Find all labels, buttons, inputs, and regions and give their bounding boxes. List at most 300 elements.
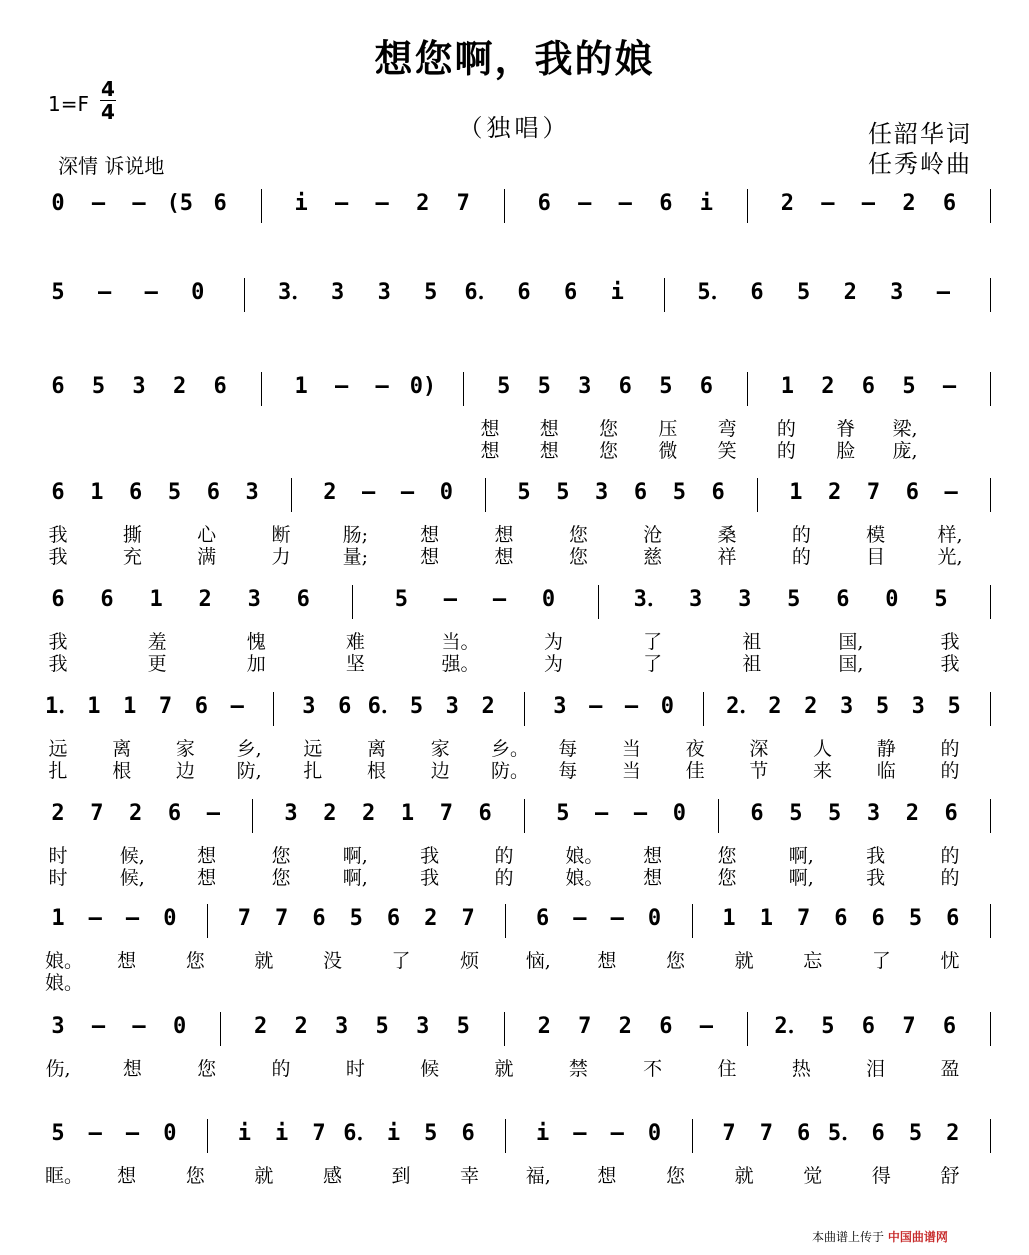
- lyric-syllable: 离: [367, 738, 387, 760]
- lyric-syllable: 伤,: [45, 1058, 71, 1080]
- lyric-syllable: 为: [544, 653, 564, 675]
- note: 6: [659, 1014, 673, 1039]
- note: 2: [780, 191, 795, 216]
- note: 0: [647, 906, 662, 931]
- note: 3: [595, 480, 609, 505]
- sustain-dash: –: [936, 280, 951, 305]
- note: 2: [253, 1014, 268, 1039]
- barline: [692, 904, 693, 938]
- lyric-syllable: 了: [643, 653, 663, 675]
- lyric-syllable: 您: [568, 546, 588, 568]
- note: 1．: [45, 694, 81, 719]
- note: 5．: [697, 280, 733, 305]
- lyric-syllable: 烦: [460, 950, 480, 972]
- subtitle: （独唱）: [458, 114, 571, 142]
- lyric-syllable: 想: [643, 845, 663, 867]
- barline: [598, 585, 599, 619]
- barline: [990, 372, 991, 406]
- lyric-syllable: 断: [271, 524, 291, 546]
- note: 6．: [343, 1121, 379, 1146]
- lyric-syllable: 想: [494, 524, 514, 546]
- note: 3．: [633, 587, 669, 612]
- note: 6: [633, 480, 648, 505]
- lyric-syllable: 难: [345, 631, 365, 653]
- lyric-syllable: 每: [558, 738, 578, 760]
- sustain-dash: –: [375, 374, 389, 399]
- note: 2: [537, 1014, 551, 1039]
- barline: [207, 1119, 208, 1153]
- lyric-syllable: 满: [197, 546, 217, 568]
- note: 2: [424, 906, 438, 931]
- lyric-syllable: 的: [494, 845, 514, 867]
- note: 3: [377, 280, 391, 305]
- sustain-dash: –: [610, 1121, 624, 1146]
- lyric-syllable: 您: [197, 1058, 217, 1080]
- note: i: [386, 1121, 401, 1146]
- note: 2: [821, 374, 835, 399]
- lyric-syllable: 想: [117, 1165, 137, 1187]
- note: 6: [942, 1014, 957, 1039]
- lyric-syllable: 想: [480, 440, 500, 462]
- lyric-syllable: 的: [940, 760, 960, 782]
- note: 6: [861, 374, 876, 399]
- barline: [747, 372, 748, 406]
- lyric-syllable: 觉: [803, 1165, 823, 1187]
- note: 0: [172, 1014, 187, 1039]
- lyric-syllable: 就: [254, 950, 274, 972]
- note: 6: [711, 480, 725, 505]
- lyric-syllable: 边: [175, 760, 195, 782]
- lyric-syllable: 您: [717, 867, 737, 889]
- note: 0: [191, 280, 205, 305]
- lyric-syllable: 啊,: [342, 867, 368, 889]
- lyric-syllable: 的: [776, 440, 796, 462]
- note: 6: [213, 374, 227, 399]
- lyric-syllable: 娘。: [565, 845, 604, 867]
- note: 7: [158, 694, 173, 719]
- note: 5: [424, 280, 438, 305]
- note: 6: [834, 906, 848, 931]
- lyric-syllable: 扎: [303, 760, 323, 782]
- lyric-syllable: 的: [940, 845, 960, 867]
- note: 3: [330, 280, 345, 305]
- note: 6: [871, 1121, 885, 1146]
- note: 2．: [726, 694, 762, 719]
- note: 5: [902, 374, 916, 399]
- lyric-syllable: 量;: [342, 546, 369, 568]
- lyric-syllable: 远: [48, 738, 68, 760]
- lyric-syllable: 当。: [441, 631, 480, 653]
- lyric-syllable: 庞,: [892, 440, 918, 462]
- lyric-syllable: 舒: [940, 1165, 960, 1187]
- sustain-dash: –: [944, 480, 958, 505]
- lyric-syllable: 我: [940, 631, 960, 653]
- lyric-syllable: 想: [539, 418, 559, 440]
- note: 6: [312, 906, 326, 931]
- note: 2: [198, 587, 212, 612]
- note: 0: [439, 480, 453, 505]
- note: 2: [172, 374, 187, 399]
- note: (5: [166, 191, 194, 216]
- lyric-syllable: 您: [666, 1165, 686, 1187]
- note: 6: [942, 191, 957, 216]
- sustain-dash: –: [91, 1014, 106, 1039]
- composer-credit: 任秀岭曲: [868, 150, 972, 178]
- note: 3: [890, 280, 904, 305]
- lyric-syllable: 的: [791, 546, 811, 568]
- note: 5: [789, 801, 803, 826]
- lyric-syllable: 我: [866, 845, 886, 867]
- barline: [244, 278, 245, 312]
- lyric-syllable: 您: [185, 950, 205, 972]
- sustain-dash: –: [699, 1014, 713, 1039]
- note: 5: [828, 801, 842, 826]
- barline: [692, 1119, 693, 1153]
- lyric-syllable: 时: [48, 845, 68, 867]
- note: 2: [51, 801, 65, 826]
- lyric-syllable: 离: [112, 738, 132, 760]
- lyric-syllable: 临: [876, 760, 896, 782]
- note: 1: [123, 694, 137, 719]
- sustain-dash: –: [132, 1014, 146, 1039]
- lyric-syllable: 想: [420, 546, 440, 568]
- lyric-syllable: 笑: [717, 440, 737, 462]
- sustain-dash: –: [88, 1121, 102, 1146]
- lyric-syllable: 候,: [119, 845, 145, 867]
- lyric-syllable: 乡,: [236, 738, 262, 760]
- barline: [504, 189, 505, 223]
- sustain-dash: –: [821, 191, 835, 216]
- lyric-syllable: 沧: [643, 524, 663, 546]
- note: i: [536, 1121, 550, 1146]
- note: 5: [875, 694, 890, 719]
- lyric-syllable: 当: [621, 760, 641, 782]
- note: 7: [722, 1121, 736, 1146]
- lyric-syllable: 了: [643, 631, 663, 653]
- lyric-syllable: 压: [658, 418, 678, 440]
- note: 7: [461, 906, 475, 931]
- note: 2: [946, 1121, 960, 1146]
- note: 3: [51, 1014, 65, 1039]
- sustain-dash: –: [132, 191, 146, 216]
- lyric-syllable: 就: [734, 950, 754, 972]
- sustain-dash: –: [573, 906, 587, 931]
- barline: [505, 1119, 506, 1153]
- note: 6: [51, 374, 65, 399]
- note: 6: [51, 480, 65, 505]
- note: 7: [456, 191, 470, 216]
- note: 3: [247, 587, 261, 612]
- lyric-syllable: 模: [866, 524, 886, 546]
- barline: [505, 904, 506, 938]
- note: 6: [296, 587, 310, 612]
- note: 6: [194, 694, 208, 719]
- note: 6: [659, 191, 673, 216]
- note: 2．: [774, 1014, 810, 1039]
- sustain-dash: –: [573, 1121, 587, 1146]
- note: 2: [843, 280, 857, 305]
- lyric-syllable: 我: [48, 653, 68, 675]
- note: 6: [946, 906, 960, 931]
- note: 7: [759, 1121, 773, 1146]
- note: 7: [275, 906, 289, 931]
- lyric-syllable: 热: [791, 1058, 811, 1080]
- note: 7: [796, 906, 811, 931]
- note: 5: [908, 1121, 923, 1146]
- note: 3: [738, 587, 752, 612]
- lyric-syllable: 光,: [937, 546, 963, 568]
- lyric-syllable: 愧: [246, 631, 266, 653]
- note: 6: [563, 280, 578, 305]
- lyric-syllable: 您: [717, 845, 737, 867]
- sustain-dash: –: [610, 906, 624, 931]
- lyric-syllable: 家: [175, 738, 195, 760]
- lyric-syllable: 远: [303, 738, 323, 760]
- lyric-syllable: 脸: [836, 440, 856, 462]
- sustain-dash: –: [942, 374, 957, 399]
- note: 3．: [278, 280, 314, 305]
- lyric-syllable: 不: [643, 1058, 663, 1080]
- note: 2: [323, 801, 337, 826]
- note: 3: [445, 694, 459, 719]
- note: 6: [944, 801, 958, 826]
- lyric-syllable: 目: [866, 546, 886, 568]
- note: 0: [51, 191, 65, 216]
- sustain-dash: –: [335, 374, 349, 399]
- note: 2: [828, 480, 842, 505]
- note: 2: [902, 191, 916, 216]
- lyric-syllable: 娘。: [45, 950, 84, 972]
- note: 2: [481, 694, 495, 719]
- note: 5: [672, 480, 686, 505]
- note: 7: [439, 801, 453, 826]
- lyric-syllable: 国,: [838, 631, 864, 653]
- lyric-syllable: 我: [48, 524, 68, 546]
- note: 0: [660, 694, 674, 719]
- note: 0: [672, 801, 686, 826]
- lyric-syllable: 坚: [345, 653, 365, 675]
- note: 1: [294, 374, 308, 399]
- note: 2: [129, 801, 143, 826]
- barline: [990, 1119, 991, 1153]
- sustain-dash: –: [400, 480, 415, 505]
- lyric-syllable: 祥: [717, 546, 737, 568]
- note: 7: [902, 1014, 916, 1039]
- lyric-syllable: 静: [876, 738, 896, 760]
- song-title: 想您啊，我的娘: [374, 36, 655, 81]
- lyric-syllable: 脊: [836, 418, 856, 440]
- lyric-syllable: 就: [494, 1058, 514, 1080]
- note: 7: [90, 801, 104, 826]
- note: 6: [537, 191, 551, 216]
- note: 3: [911, 694, 925, 719]
- note: 3: [284, 801, 298, 826]
- lyric-syllable: 来: [813, 760, 833, 782]
- note: 2: [768, 694, 782, 719]
- barline: [990, 278, 991, 312]
- lyric-syllable: 就: [734, 1165, 754, 1187]
- lyric-syllable: 扎: [48, 760, 68, 782]
- note: 3: [302, 694, 316, 719]
- lyric-syllable: 您: [271, 845, 291, 867]
- note: 1: [789, 480, 803, 505]
- note: 3: [839, 694, 854, 719]
- sustain-dash: –: [861, 191, 876, 216]
- note: 5: [556, 801, 570, 826]
- note: 3: [245, 480, 259, 505]
- note: 2: [905, 801, 919, 826]
- lyric-syllable: 娘。: [45, 972, 84, 994]
- lyric-syllable: 啊,: [342, 845, 368, 867]
- note: 5: [787, 587, 801, 612]
- lyric-syllable: 盈: [940, 1058, 960, 1080]
- note: 5: [51, 280, 65, 305]
- barline: [718, 799, 719, 833]
- note: 2: [294, 1014, 308, 1039]
- lyric-syllable: 更: [147, 653, 167, 675]
- lyric-syllable: 啊,: [788, 845, 814, 867]
- note: 6: [618, 374, 632, 399]
- barline: [291, 478, 292, 512]
- note: 6: [100, 587, 114, 612]
- lyric-syllable: 想: [597, 950, 617, 972]
- lyric-syllable: 防,: [236, 760, 262, 782]
- note: 5: [51, 1121, 65, 1146]
- note: 3: [689, 587, 703, 612]
- lyric-syllable: 了: [871, 950, 891, 972]
- note: 5．: [827, 1121, 864, 1146]
- lyric-syllable: 佳: [685, 760, 705, 782]
- barline: [504, 1012, 505, 1046]
- note: 6: [750, 801, 764, 826]
- lyric-syllable: 想: [480, 418, 500, 440]
- barline: [252, 799, 253, 833]
- lyric-syllable: 心: [197, 524, 217, 546]
- barline: [990, 189, 991, 223]
- note: 2: [323, 480, 337, 505]
- lyric-syllable: 根: [367, 760, 387, 782]
- note: 6: [206, 480, 220, 505]
- note: 1: [722, 906, 736, 931]
- lyric-syllable: 想: [420, 524, 440, 546]
- note: 6: [461, 1121, 475, 1146]
- sustain-dash: –: [595, 801, 609, 826]
- lyric-syllable: 感: [322, 1165, 342, 1187]
- lyric-syllable: 您: [599, 440, 619, 462]
- lyric-syllable: 的: [776, 418, 796, 440]
- note: 7: [312, 1121, 326, 1146]
- lyric-syllable: 您: [599, 418, 619, 440]
- note: 2: [416, 191, 430, 216]
- note: 3: [578, 374, 592, 399]
- sustain-dash: –: [335, 191, 349, 216]
- lyric-syllable: 想: [597, 1165, 617, 1187]
- barline: [524, 692, 525, 726]
- note: 1: [759, 906, 773, 931]
- barline: [273, 692, 274, 726]
- note: 6: [129, 480, 143, 505]
- lyricist-credit: 任韶华词: [868, 120, 972, 148]
- note: 7: [578, 1014, 592, 1039]
- lyric-syllable: 我: [420, 845, 440, 867]
- lyric-syllable: 深: [749, 738, 769, 760]
- barline: [703, 692, 704, 726]
- note: 3: [553, 694, 567, 719]
- note: 1: [87, 694, 101, 719]
- note: 6: [536, 906, 550, 931]
- note: 5: [497, 374, 511, 399]
- note: 3: [416, 1014, 430, 1039]
- lyric-syllable: 忘: [803, 950, 823, 972]
- lyric-syllable: 的: [940, 738, 960, 760]
- lyric-syllable: 微: [658, 440, 678, 462]
- note: 0: [647, 1121, 662, 1146]
- barline: [990, 799, 991, 833]
- sustain-dash: –: [97, 280, 112, 305]
- barline: [990, 1012, 991, 1046]
- sustain-dash: –: [375, 191, 389, 216]
- lyric-syllable: 人: [813, 738, 833, 760]
- lyric-syllable: 想: [117, 950, 137, 972]
- note: 6: [836, 587, 850, 612]
- lyric-syllable: 我: [48, 546, 68, 568]
- lyric-syllable: 为: [544, 631, 564, 653]
- lyric-syllable: 的: [271, 1058, 291, 1080]
- note: 1: [90, 480, 104, 505]
- lyric-syllable: 我: [940, 653, 960, 675]
- lyric-syllable: 您: [568, 524, 588, 546]
- note: 5: [537, 374, 551, 399]
- sustain-dash: –: [633, 801, 648, 826]
- lyric-syllable: 泪: [866, 1058, 886, 1080]
- lyric-syllable: 桑: [717, 524, 737, 546]
- lyric-syllable: 我: [48, 631, 68, 653]
- note: 7: [237, 906, 252, 931]
- lyric-syllable: 想: [197, 867, 217, 889]
- note: 3: [866, 801, 881, 826]
- lyric-syllable: 的: [494, 867, 514, 889]
- note: 6．: [367, 694, 403, 719]
- lyric-syllable: 撕: [122, 524, 142, 546]
- lyric-syllable: 边: [430, 760, 450, 782]
- lyric-syllable: 了: [391, 950, 411, 972]
- lyric-syllable: 羞: [147, 631, 167, 653]
- lyric-syllable: 强。: [441, 653, 480, 675]
- key-signature: 1=F: [48, 92, 89, 116]
- lyric-syllable: 眶。: [45, 1165, 84, 1187]
- lyric-syllable: 福,: [525, 1165, 551, 1187]
- lyric-syllable: 没: [322, 950, 342, 972]
- lyric-syllable: 我: [420, 867, 440, 889]
- note: 6: [51, 587, 65, 612]
- note: 1: [400, 801, 415, 826]
- footer-credit: [812, 1228, 948, 1245]
- lyric-syllable: 想: [643, 867, 663, 889]
- time-sig-denominator: 4: [101, 100, 115, 124]
- time-sig-numerator: 4: [101, 77, 115, 101]
- note: 0: [541, 587, 556, 612]
- note: 6: [517, 280, 531, 305]
- sustain-dash: –: [206, 801, 220, 826]
- note: 6．: [464, 280, 500, 305]
- sustain-dash: –: [91, 191, 106, 216]
- sustain-dash: –: [624, 694, 639, 719]
- note: 5: [375, 1014, 389, 1039]
- note: 5: [424, 1121, 438, 1146]
- lyric-syllable: 国,: [838, 653, 864, 675]
- note: 5: [659, 374, 673, 399]
- lyric-syllable: 想: [122, 1058, 142, 1080]
